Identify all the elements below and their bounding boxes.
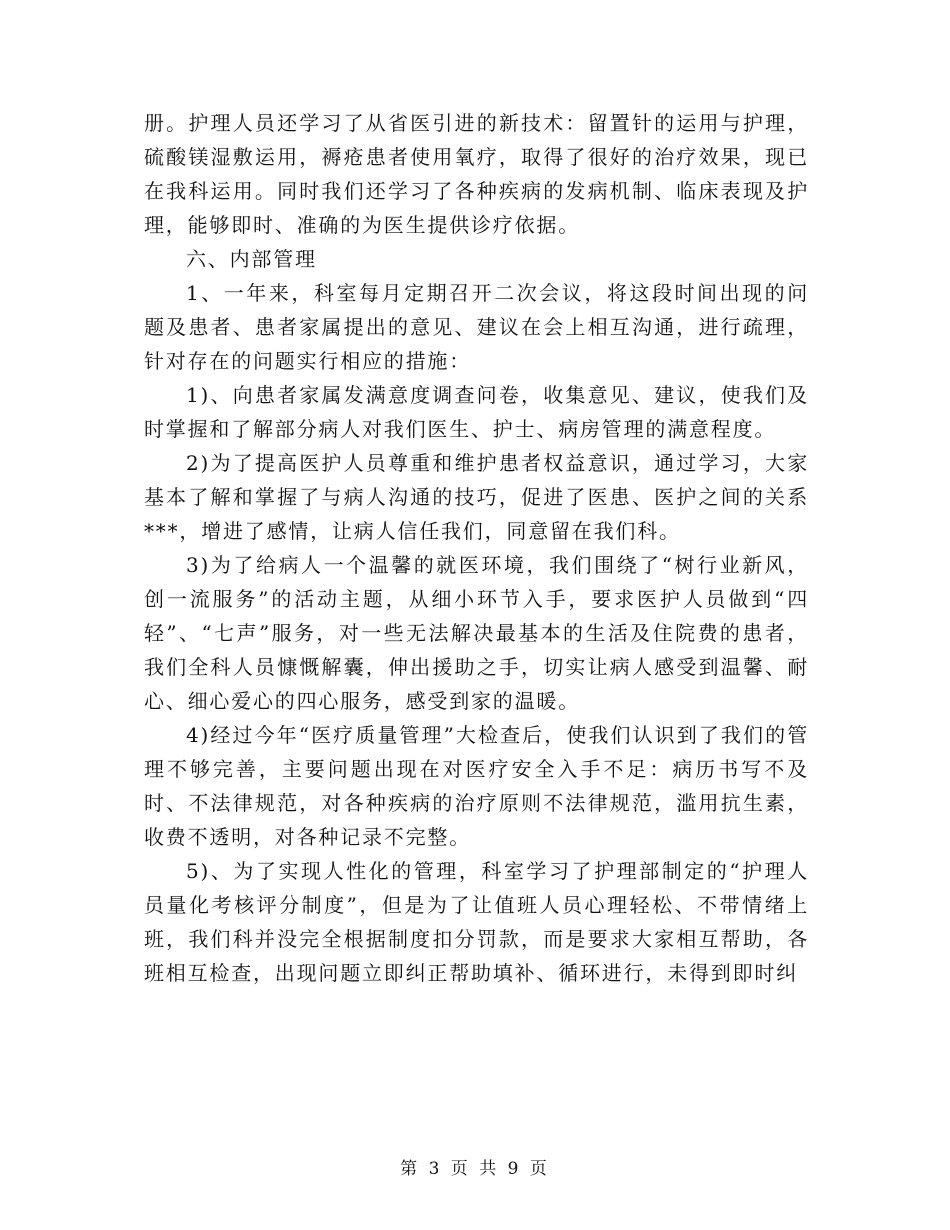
document-body	[144, 106, 809, 990]
paragraph-subitem-1: 1)、向患者家属发满意度调查问卷，收集意见、建议，使我们及时掌握和了解部分病人对我们医生、护士、病房管理的满意程度。	[144, 383, 809, 441]
section-heading-internal-management: 六、内部管理	[186, 247, 317, 271]
paragraph-subitem-2: 2)为了提高医护人员尊重和维护患者权益意识，通过学习，大家基本了解和掌握了与病人沟通的技巧，促进了医患、医护之间的关系***，增进了感情，让病人信任我们，同意留在我们科。	[144, 451, 809, 543]
page-footer: 第 3 页 共 9 页	[400, 1159, 550, 1179]
paragraph-subitem-3: 3)为了给病人一个温馨的就医环境，我们围绕了“树行业新风，创一流服务”的活动主题，从细小环节入手，要求医护人员做到“四轻”、“七声”服务，对一些无法解决最基本的生活及住院费的患者，我们全科人员慷慨解囊，伸出援助之手，切实让病人感受到温馨、耐心、细心爱心的四心服务，感受到家的温暖。	[144, 553, 809, 713]
paragraph-subitem-4: 4)经过今年“医疗质量管理”大检查后，使我们认识到了我们的管理不够完善，主要问题出现在对医疗安全入手不足：病历书写不及时、不法律规范，对各种疾病的治疗原则不法律规范，滥用抗生素，收费不透明，对各种记录不完整。	[144, 723, 809, 849]
paragraph-continuation: 册。护理人员还学习了从省医引进的新技术：留置针的运用与护理，硫酸镁湿敷运用，褥疮患者使用氧疗，取得了很好的治疗效果，现已在我科运用。同时我们还学习了各种疾病的发病机制、临床表现及护理，能够即时、准确的为医生提供诊疗依据。	[144, 111, 809, 237]
paragraph-item-1: 1、一年来，科室每月定期召开二次会议，将这段时间出现的问题及患者、患者家属提出的意见、建议在会上相互沟通，进行疏理，针对存在的问题实行相应的措施：	[144, 281, 809, 373]
paragraph-subitem-5: 5)、为了实现人性化的管理，科室学习了护理部制定的“护理人员量化考核评分制度”，但是为了让值班人员心理轻松、不带情绪上班，我们科并没完全根据制度扣分罚款，而是要求大家相互帮助，各班相互检查，出现问题立即纠正帮助填补、循环进行，未得到即时纠	[144, 859, 809, 985]
